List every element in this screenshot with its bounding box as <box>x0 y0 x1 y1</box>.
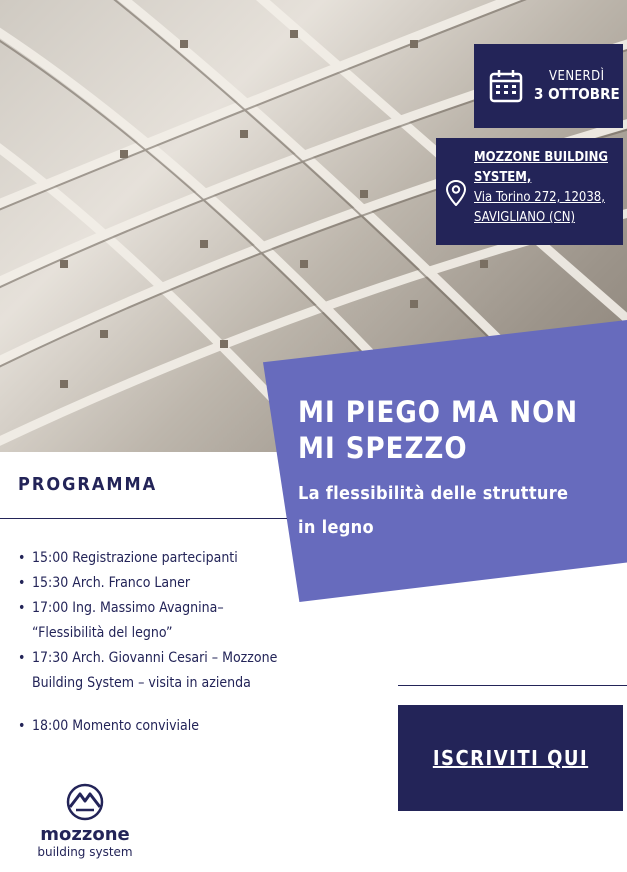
event-subtitle <box>298 477 627 545</box>
event-date: 3 OTTOBRE <box>534 84 620 103</box>
event-subtitle-line1: La flessibilità delle strutture <box>298 483 569 504</box>
event-title-line1: MI PIEGO MA NON <box>298 395 579 429</box>
event-title-line2: MI SPEZZO <box>298 431 468 465</box>
programme-list <box>18 546 288 739</box>
location-address-line2[interactable]: SAVIGLIANO (CN) <box>474 210 576 225</box>
calendar-icon <box>488 68 524 104</box>
event-title <box>298 394 608 466</box>
event-subtitle-line2: in legno <box>298 517 374 538</box>
event-day: VENERDÌ <box>549 69 605 85</box>
event-date-badge <box>474 44 623 128</box>
brand-name: mozzone <box>40 824 130 845</box>
location-name-line1[interactable]: MOZZONE BUILDING <box>474 150 608 165</box>
programme-item: • 15:30 Arch. Franco Laner <box>18 571 288 596</box>
event-location-badge <box>436 138 623 245</box>
brand-logo <box>30 783 140 859</box>
location-address-line1[interactable]: Via Torino 272, 12038, <box>474 190 605 205</box>
cta-divider <box>398 685 627 686</box>
programme-item: • 15:00 Registrazione partecipanti <box>18 546 288 571</box>
programme-item: • 18:00 Momento conviviale <box>18 714 288 739</box>
programme-heading: PROGRAMMA <box>18 474 158 495</box>
programme-item: • 17:00 Ing. Massimo Avagnina– “Flessibilità del legno” <box>18 596 288 646</box>
map-pin-icon <box>446 180 466 206</box>
programme-divider <box>0 518 287 519</box>
programme-item: • 17:30 Arch. Giovanni Cesari – Mozzone Building System – visita in azienda <box>18 646 288 696</box>
brand-tagline: building system <box>37 845 133 859</box>
register-button[interactable]: ISCRIVITI QUI <box>398 705 623 811</box>
mozzone-logo-icon <box>61 783 109 821</box>
location-name-line2[interactable]: SYSTEM, <box>474 170 532 185</box>
